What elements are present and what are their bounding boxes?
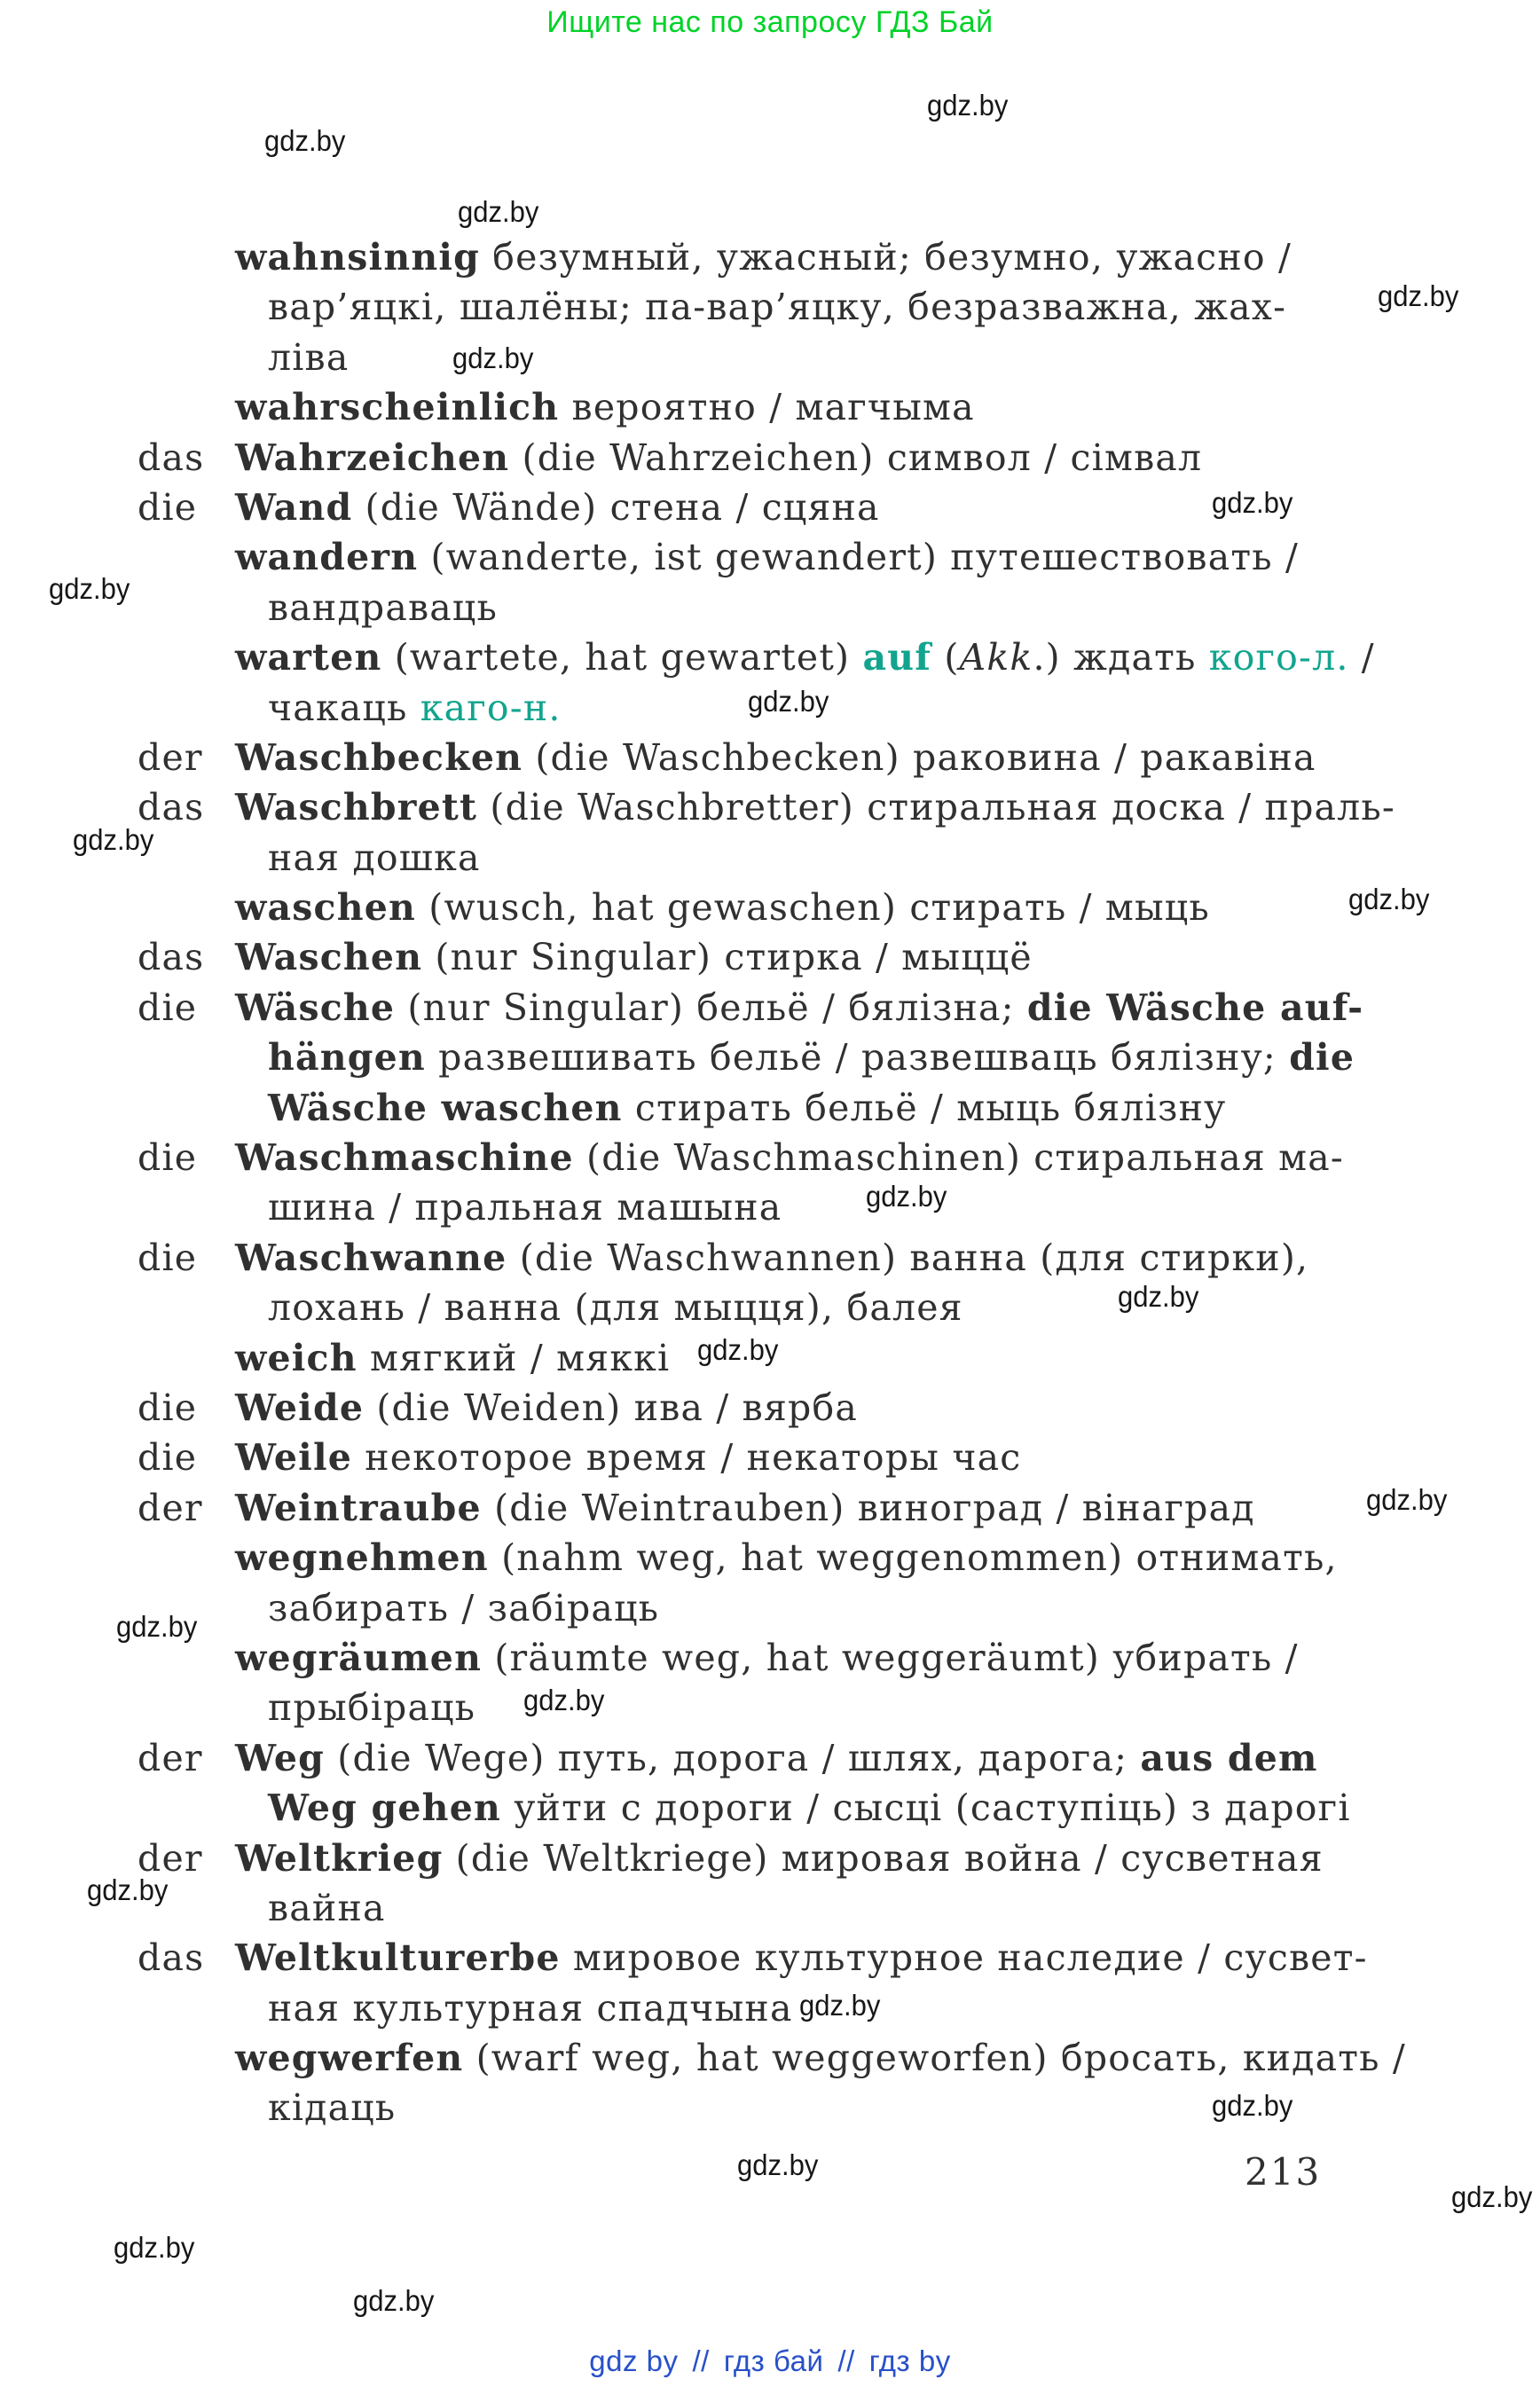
headword-segment: Weile (235, 1436, 353, 1480)
gdz-watermark: gdz.by (866, 1180, 947, 1213)
entry-line (138, 1283, 1397, 1332)
gdz-watermark: gdz.by (523, 1684, 605, 1716)
headword-segment: Waschwanne (235, 1236, 507, 1279)
entry-line (138, 1083, 1397, 1133)
headword-segment: Wahrzeichen (235, 436, 510, 479)
text-segment: Akk (959, 636, 1033, 679)
headword-segment: wegräumen (235, 1636, 483, 1679)
text-segment: (die Waschwannen) ванна (для стирки), (507, 1236, 1309, 1279)
gdz-watermark: gdz.by (452, 342, 534, 374)
headword-segment: wahrscheinlich (235, 386, 560, 429)
text-segment: прыбіраць (268, 1686, 476, 1730)
text-segment: (die Weiden) ива / вярба (364, 1386, 858, 1429)
entry-line (138, 1983, 1397, 2033)
entry-line (138, 1383, 1397, 1433)
text-segment: каго-н. (420, 686, 562, 729)
entry-article: die (138, 986, 198, 1029)
text-segment: мягкий / мяккі (357, 1336, 671, 1379)
text-segment: (die Wände) стена / сцяна (352, 485, 880, 529)
text-segment: вандраваць (268, 585, 499, 629)
entry-line (138, 1533, 1397, 1582)
entry-line (138, 1633, 1397, 1683)
entry-article: die (138, 1136, 198, 1180)
headword-segment: Waschmaschine (235, 1136, 574, 1180)
headword-segment: waschen (235, 886, 417, 930)
text-segment: мировое культурное наследие / сусвет- (560, 1936, 1368, 1980)
dictionary-entry (138, 983, 1397, 1133)
text-segment: (nahm weg, hat weggenommen) отнимать, (488, 1536, 1338, 1580)
headword-segment: die (1289, 1036, 1355, 1080)
gdz-watermark: gdz.by (1118, 1280, 1199, 1313)
dictionary-entry (138, 532, 1397, 632)
entry-line (138, 2033, 1406, 2083)
text-segment: (warf weg, hat weggeworfen) бросать, кидать / (463, 2037, 1406, 2080)
headword-segment: Wand (235, 485, 353, 529)
dictionary-entry (138, 1834, 1397, 1934)
headword-segment: Waschbecken (235, 735, 523, 779)
headword-segment: Weg (235, 1736, 326, 1779)
entry-article: der (138, 1736, 203, 1779)
entry-article: das (138, 436, 205, 479)
dictionary (138, 232, 1406, 2133)
gdz-watermark: gdz.by (1212, 486, 1293, 519)
text-segment: ная культурная спадчына (268, 1986, 793, 2030)
gdz-watermark: gdz.by (114, 2231, 195, 2264)
dictionary-entry (138, 1333, 1397, 1383)
entry-line (138, 683, 1397, 733)
entry-line (138, 483, 1397, 532)
gdz-watermark: gdz.by (87, 1873, 169, 1906)
gdz-watermark: gdz.by (1348, 883, 1430, 915)
entry-line (138, 1433, 1397, 1482)
entry-line (138, 883, 1397, 932)
entry-line (138, 932, 1397, 982)
entry-line (138, 333, 1397, 382)
text-segment: (wartete, hat gewartet) (381, 636, 863, 679)
dictionary-entry (138, 733, 1397, 782)
entry-article: der (138, 1486, 203, 1529)
gdz-watermark: gdz.by (264, 124, 346, 157)
entry-line (138, 833, 1397, 883)
entry-article: der (138, 1836, 203, 1880)
headword-segment: Weintraube (235, 1486, 482, 1529)
entry-line (138, 1683, 1397, 1732)
headword-segment: Wäsche (235, 986, 396, 1029)
text-segment: вар’яцкі, шалёны; па-вар’яцку, безразважна, жах- (268, 286, 1287, 329)
text-segment: (die Weintrauben) виноград / вінаград (481, 1486, 1255, 1529)
text-segment: (die Waschbecken) раковина / ракавіна (522, 735, 1316, 779)
dictionary-entry (138, 232, 1397, 382)
entry-line (138, 433, 1397, 483)
text-segment: ная дошка (268, 836, 481, 879)
entry-line (138, 583, 1397, 632)
entry-line (138, 1033, 1397, 1082)
dictionary-entry (138, 1933, 1397, 2033)
dictionary-entry (138, 2033, 1406, 2133)
text-segment: вайна (268, 1886, 386, 1929)
text-segment: (die Weltkriege) мировая война / сусветная (443, 1836, 1324, 1880)
footer-link[interactable]: гдз by (868, 2344, 951, 2377)
footer-links (0, 2344, 1540, 2378)
entry-line (138, 1733, 1397, 1783)
gdz-watermark: gdz.by (697, 1333, 779, 1366)
entry-line (138, 1583, 1397, 1633)
dictionary-entry (138, 1483, 1397, 1533)
entry-line (138, 282, 1397, 332)
entry-line (138, 1834, 1397, 1883)
text-segment: / (1348, 636, 1375, 679)
dictionary-entry (138, 932, 1397, 982)
entry-line (138, 232, 1397, 282)
text-segment: уйти с дороги / сысці (саступіць) з дарогі (501, 1787, 1351, 1830)
dictionary-entry (138, 1383, 1397, 1433)
promo-banner: Ищите нас по запросу ГДЗ Бай (546, 5, 994, 39)
text-segment: auf (862, 636, 932, 679)
headword-segment: Weltkrieg (235, 1836, 444, 1880)
page-number: 213 (1245, 2150, 1322, 2194)
dictionary-entry (138, 782, 1397, 883)
dictionary-entry (138, 433, 1397, 483)
entry-article: die (138, 1386, 198, 1429)
entry-line (138, 1133, 1397, 1182)
text-segment: (die Waschbretter) стиральная доска / праль- (477, 786, 1395, 829)
text-segment: забирать / забіраць (268, 1586, 660, 1629)
text-segment: безумный, ужасный; безумно, ужасно / (480, 236, 1292, 279)
text-segment: (nur Singular) бельё / бялізна; (395, 986, 1027, 1029)
text-segment: .) ждать (1033, 636, 1209, 679)
text-segment: некоторое время / некаторы час (352, 1436, 1022, 1480)
footer-link[interactable]: gdz by (589, 2344, 679, 2377)
headword-segment: wahnsinnig (235, 236, 480, 279)
headword-segment: wegwerfen (235, 2037, 464, 2080)
entry-line (138, 1333, 1397, 1383)
headword-segment: warten (235, 636, 382, 679)
gdz-watermark: gdz.by (1378, 279, 1459, 312)
headword-segment: Weltkulturerbe (235, 1936, 561, 1980)
dictionary-entry (138, 1733, 1397, 1834)
gdz-watermark: gdz.by (458, 195, 539, 228)
headword-segment: Weide (235, 1386, 365, 1429)
dictionary-entry (138, 483, 1397, 532)
footer-separator: // (837, 2344, 855, 2377)
entry-article: das (138, 1936, 205, 1980)
dictionary-entry (138, 1133, 1397, 1233)
gdz-watermark: gdz.by (1366, 1483, 1448, 1516)
entry-line (138, 983, 1397, 1033)
headword-segment: wandern (235, 536, 419, 579)
entry-article: das (138, 786, 205, 829)
text-segment: (die Wege) путь, дорога / шлях, дарога; (325, 1736, 1141, 1779)
text-segment: чакаць (268, 686, 420, 729)
dictionary-entry (138, 382, 1397, 432)
text-segment: стирать бельё / мыць бялізну (622, 1086, 1227, 1129)
text-segment: кого-л. (1208, 636, 1349, 679)
entry-line (138, 532, 1397, 582)
entry-article: der (138, 735, 203, 779)
headword-segment: Waschen (235, 936, 423, 979)
text-segment: вероятно / магчыма (559, 386, 975, 429)
entry-article: die (138, 1436, 198, 1480)
headword-segment: aus dem (1140, 1736, 1318, 1779)
dictionary-entry (138, 632, 1397, 733)
dictionary-entry (138, 1533, 1397, 1633)
footer-link[interactable]: гдз бай (723, 2344, 824, 2377)
entry-line (138, 1933, 1397, 1983)
dictionary-entry (138, 1433, 1397, 1482)
text-segment: шина / пральная машына (268, 1186, 782, 1229)
text-segment: ліва (268, 335, 350, 379)
text-segment: лохань / ванна (для мыцця), балея (268, 1286, 963, 1330)
text-segment: развешивать бельё / развешваць бялізну; (425, 1036, 1290, 1080)
entry-article: das (138, 936, 205, 979)
headword-segment: hängen (268, 1036, 426, 1080)
dictionary-entry (138, 883, 1397, 932)
text-segment: (räumte weg, hat weggeräumt) убирать / (482, 1636, 1299, 1679)
entry-line (138, 1182, 1397, 1232)
gdz-watermark: gdz.by (927, 89, 1009, 122)
entry-line (138, 733, 1397, 782)
dictionary-entry (138, 1633, 1397, 1733)
gdz-watermark: gdz.by (49, 572, 130, 605)
entry-line (138, 382, 1397, 432)
entry-line (138, 782, 1397, 832)
headword-segment: Waschbrett (235, 786, 478, 829)
gdz-watermark: gdz.by (799, 1989, 881, 2022)
text-segment: (wusch, hat gewaschen) стирать / мыць (416, 886, 1210, 930)
entry-line (138, 2083, 1397, 2132)
text-segment: (wanderte, ist gewandert) путешествовать / (418, 536, 1300, 579)
entry-line (138, 1233, 1397, 1283)
gdz-watermark: gdz.by (73, 823, 154, 856)
gdz-watermark: gdz.by (116, 1610, 198, 1643)
text-segment: ( (931, 636, 960, 679)
gdz-watermark: gdz.by (748, 685, 829, 718)
gdz-watermark: gdz.by (353, 2284, 435, 2317)
entry-line (138, 1483, 1397, 1533)
headword-segment: die Wäsche auf- (1026, 986, 1364, 1029)
text-segment: (die Wahrzeichen) символ / сімвал (509, 436, 1203, 479)
headword-segment: Weg gehen (268, 1787, 501, 1830)
entry-line (138, 632, 1397, 682)
entry-article: die (138, 1236, 198, 1279)
text-segment: (die Waschmaschinen) стиральная ма- (573, 1136, 1344, 1180)
entry-line (138, 1783, 1397, 1833)
text-segment: (nur Singular) стирка / мыццё (422, 936, 1033, 979)
gdz-watermark: gdz.by (1451, 2180, 1533, 2213)
headword-segment: wegnehmen (235, 1536, 489, 1580)
text-segment: кідаць (268, 2086, 397, 2130)
gdz-watermark: gdz.by (1212, 2089, 1293, 2122)
headword-segment: Wäsche waschen (268, 1086, 623, 1129)
entry-line (138, 1883, 1397, 1933)
entry-article: die (138, 485, 198, 529)
footer-separator: // (692, 2344, 710, 2377)
headword-segment: weich (235, 1336, 358, 1379)
dictionary-entry (138, 1233, 1397, 1333)
gdz-watermark: gdz.by (737, 2148, 819, 2181)
